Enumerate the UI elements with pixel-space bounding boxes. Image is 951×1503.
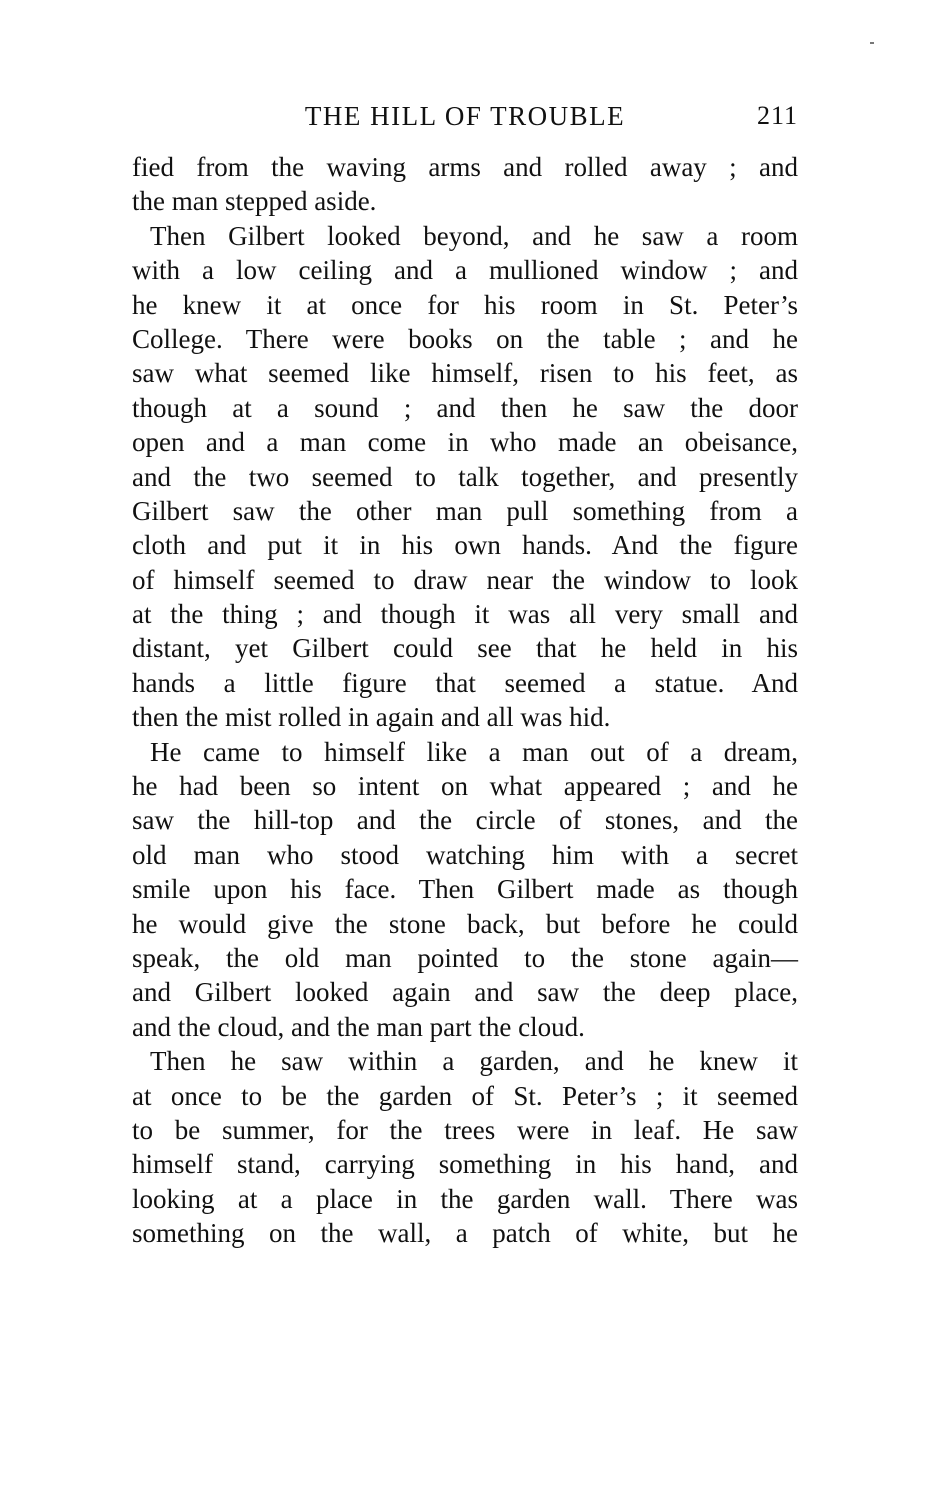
text-line: speak, the old man pointed to the stone again— <box>132 942 798 973</box>
text-line: he would give the stone back, but before he could <box>132 908 798 939</box>
text-line: distant, yet Gilbert could see that he held in his <box>132 633 798 664</box>
text-line: old man who stood watching him with a secret <box>132 839 798 870</box>
text-line: fied from the waving arms and rolled away ; and <box>132 152 798 182</box>
text-line: smile upon his face. Then Gilbert made as though <box>132 874 798 905</box>
text-line: himself stand, carrying something in his hand, and <box>132 1149 798 1180</box>
text-line: with a low ceiling and a mullioned window ; and <box>132 255 798 286</box>
text-line: looking at a place in the garden wall. There was <box>132 1183 798 1214</box>
page-number: 211 <box>756 101 798 130</box>
running-header <box>132 96 798 136</box>
running-title: THE HILL OF TROUBLE <box>304 101 626 131</box>
body-text <box>132 150 798 1251</box>
text-line: though at a sound ; and then he saw the door <box>132 392 798 423</box>
text-line: He came to himself like a man out of a dream, <box>150 736 798 767</box>
text-line: at the thing ; and though it was all very small and <box>132 599 798 630</box>
scan-mark <box>870 42 874 44</box>
text-line: saw the hill-top and the circle of stones, and the <box>132 805 798 836</box>
text-line: then the mist rolled in again and all was hid. <box>132 702 611 733</box>
text-line: at once to be the garden of St. Peter’s ; it seemed <box>132 1080 798 1111</box>
text-line: and Gilbert looked again and saw the deep place, <box>132 977 798 1008</box>
text-line: he had been so intent on what appeared ; and he <box>132 771 798 802</box>
text-line: cloth and put it in his own hands. And the figure <box>132 530 798 561</box>
text-line: of himself seemed to draw near the window to look <box>132 564 798 595</box>
text-line: hands a little figure that seemed a statue. And <box>132 667 798 698</box>
text-line: the man stepped aside. <box>132 186 377 217</box>
text-line: Then he saw within a garden, and he knew it <box>150 1046 798 1077</box>
text-line: College. There were books on the table ; and he <box>132 323 798 354</box>
text-line: something on the wall, a patch of white, but he <box>132 1218 798 1249</box>
text-line: he knew it at once for his room in St. Peter’s <box>132 289 798 320</box>
text-line: to be summer, for the trees were in leaf. He saw <box>132 1114 798 1145</box>
text-line: saw what seemed like himself, risen to his feet, as <box>132 358 798 389</box>
text-line: and the cloud, and the man part the cloud. <box>132 1011 585 1042</box>
text-line: Then Gilbert looked beyond, and he saw a room <box>150 220 798 251</box>
text-line: open and a man come in who made an obeisance, <box>132 427 798 458</box>
text-line: and the two seemed to talk together, and presently <box>132 461 798 492</box>
text-line: Gilbert saw the other man pull something from a <box>132 495 798 526</box>
